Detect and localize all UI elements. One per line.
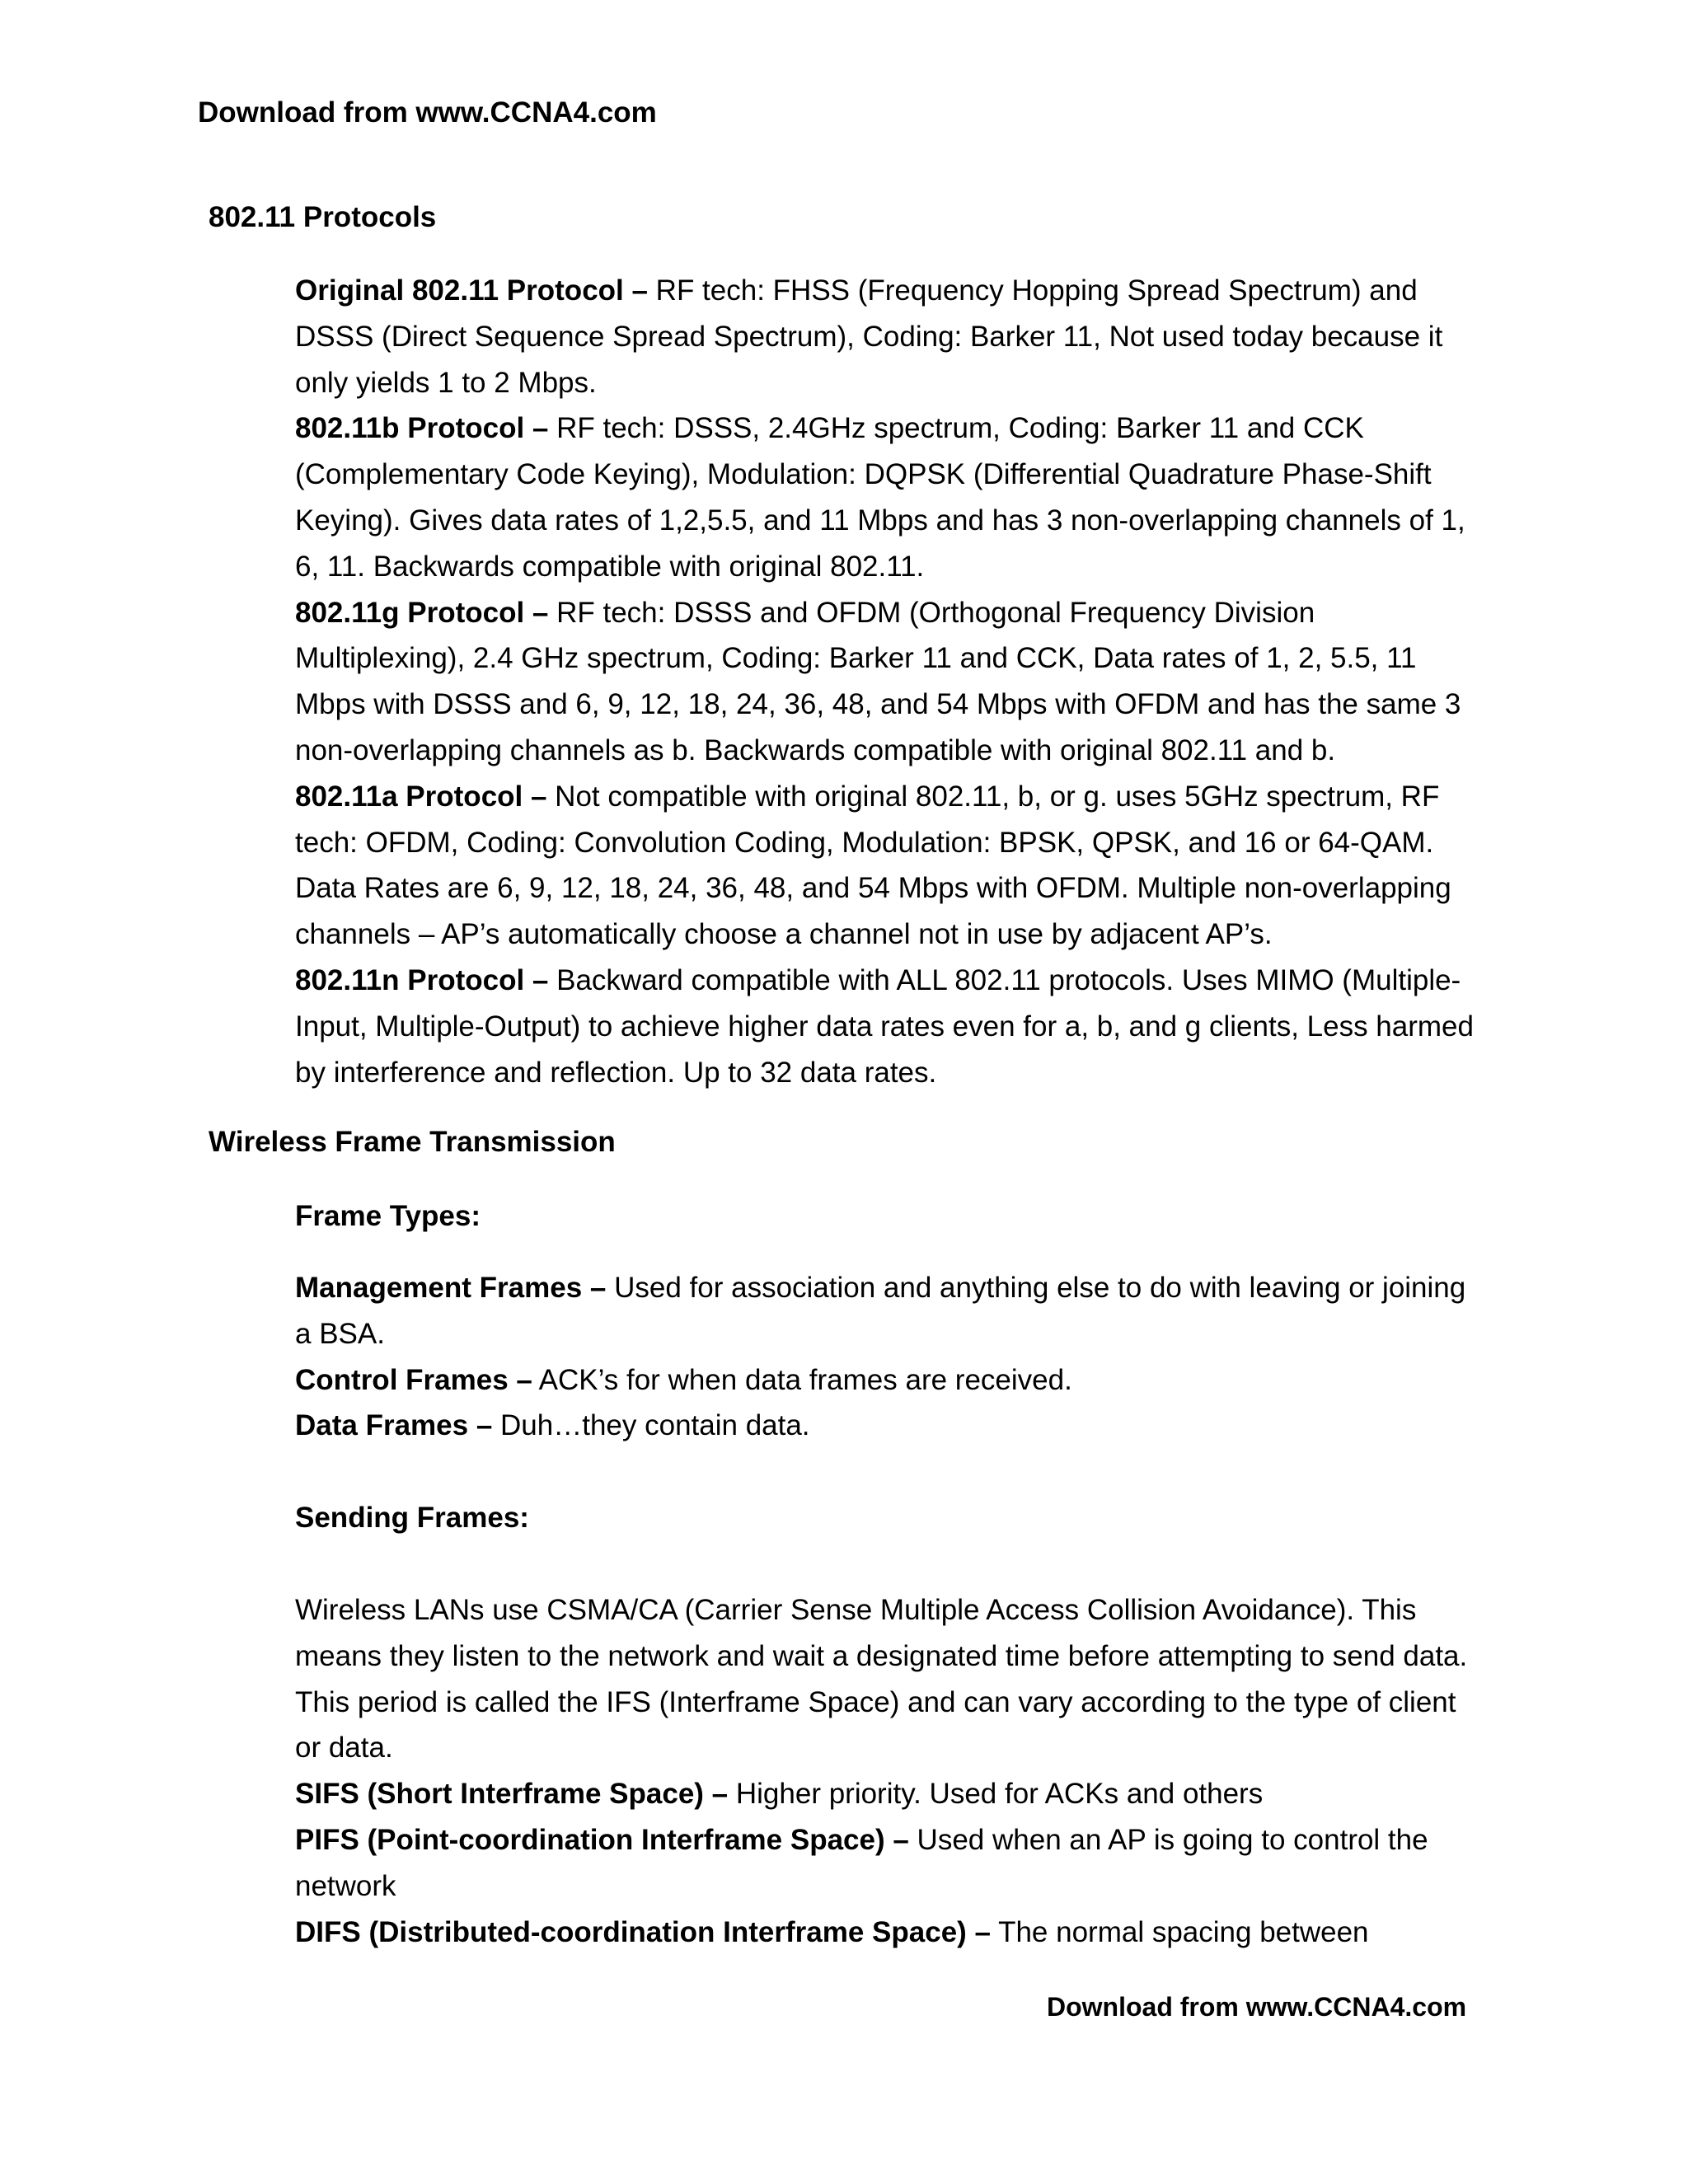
page-header: Download from www.CCNA4.com (198, 96, 657, 129)
term-description: Backward compatible with ALL 802.11 protocols. Uses MIMO (Multiple-Input, Multiple-Output) to achieve higher data rates even for a, b, and g clients, Less harmed by interference and reflection. Up to 32 data rates. (295, 963, 1474, 1089)
term-label: Management Frames – (295, 1272, 607, 1304)
protocol-item-80211g (295, 590, 1482, 774)
subsection-title-sending-frames: Sending Frames: (295, 1502, 529, 1534)
term-description: Duh…they contain data. (492, 1409, 810, 1442)
term-label: Original 802.11 Protocol – (295, 274, 648, 307)
term-label: SIFS (Short Interframe Space) – (295, 1778, 729, 1811)
term-label: PIFS (Point-coordination Interframe Space) – (295, 1823, 909, 1856)
term-label: 802.11a Protocol – (295, 780, 547, 813)
protocol-item-80211b (295, 405, 1482, 589)
frame-type-control (295, 1357, 1482, 1404)
ifs-item-sifs (295, 1771, 1482, 1817)
subsection-title-frame-types: Frame Types: (295, 1200, 481, 1232)
section-title-transmission: Wireless Frame Transmission (209, 1126, 616, 1158)
term-description: RF tech: DSSS, 2.4GHz spectrum, Coding: Barker 11 and CCK (Complementary Code Keying), Modulation: DQPSK (Differential Quadrature Phase-Shift Keying). Gives data rates of 1,2,5.5, and 11 Mbps and has 3 non-overlapping channels of 1, 6, 11. Backwards compatible with original 802.11. (295, 412, 1465, 583)
frame-type-data (295, 1403, 1482, 1449)
page-footer: Download from www.CCNA4.com (1047, 1992, 1467, 2022)
protocol-list (295, 268, 1482, 1095)
protocol-item-80211a (295, 774, 1482, 958)
term-description: The normal spacing between (991, 1915, 1369, 1948)
sending-frames-intro: Wireless LANs use CSMA/CA (Carrier Sense Multiple Access Collision Avoidance). This means they listen to the network and wait a designated time before attempting to send data. This period is called the IFS (Interframe Space) and can vary according to the type of client or data. (295, 1594, 1468, 1765)
term-description: ACK’s for when data frames are received. (532, 1363, 1072, 1396)
frame-type-management (295, 1265, 1482, 1357)
term-label: Control Frames – (295, 1363, 532, 1396)
protocol-item-80211n (295, 958, 1482, 1095)
term-description: Used for association and anything else to do with leaving or joining a BSA. (295, 1272, 1466, 1350)
term-description: Higher priority. Used for ACKs and others (728, 1778, 1264, 1811)
term-description: RF tech: FHSS (Frequency Hopping Spread Spectrum) and DSSS (Direct Sequence Spread Spectrum), Coding: Barker 11, Not used today because it only yields 1 to 2 Mbps. (295, 274, 1443, 399)
term-label: 802.11g Protocol – (295, 596, 549, 629)
ifs-item-pifs (295, 1817, 1482, 1910)
ifs-item-difs (295, 1910, 1482, 1956)
term-label: DIFS (Distributed-coordination Interframe Space) – (295, 1915, 991, 1948)
term-label: 802.11n Protocol – (295, 963, 549, 996)
frame-type-list (295, 1265, 1482, 1449)
term-label: Data Frames – (295, 1409, 493, 1442)
term-description: RF tech: DSSS and OFDM (Orthogonal Frequency Division Multiplexing), 2.4 GHz spectrum, Coding: Barker 11 and CCK, Data rates of 1, 2, 5.5, 11 Mbps with DSSS and 6, 9, 12, 18, 24, 36, 48, and 54 Mbps with OFDM and has the same 3 non-overlapping channels as b. Backwards compatible with original 802.11 and b. (295, 596, 1461, 766)
term-description: Used when an AP is going to control the network (295, 1823, 1428, 1902)
term-description: Not compatible with original 802.11, b, or g. uses 5GHz spectrum, RF tech: OFDM, Coding: Convolution Coding, Modulation: BPSK, QPSK, and 16 or 64-QAM. Data Rates are 6, 9, 12, 18, 24, 36, 48, and 54 Mbps with OFDM. Multiple non-overlapping channels – AP’s automatically choose a channel not in use by adjacent AP’s. (295, 780, 1451, 951)
section-title-protocols: 802.11 Protocols (209, 201, 437, 233)
term-label: 802.11b Protocol – (295, 412, 549, 445)
protocol-item-original (295, 268, 1482, 405)
sending-frames-body (295, 1587, 1482, 1955)
